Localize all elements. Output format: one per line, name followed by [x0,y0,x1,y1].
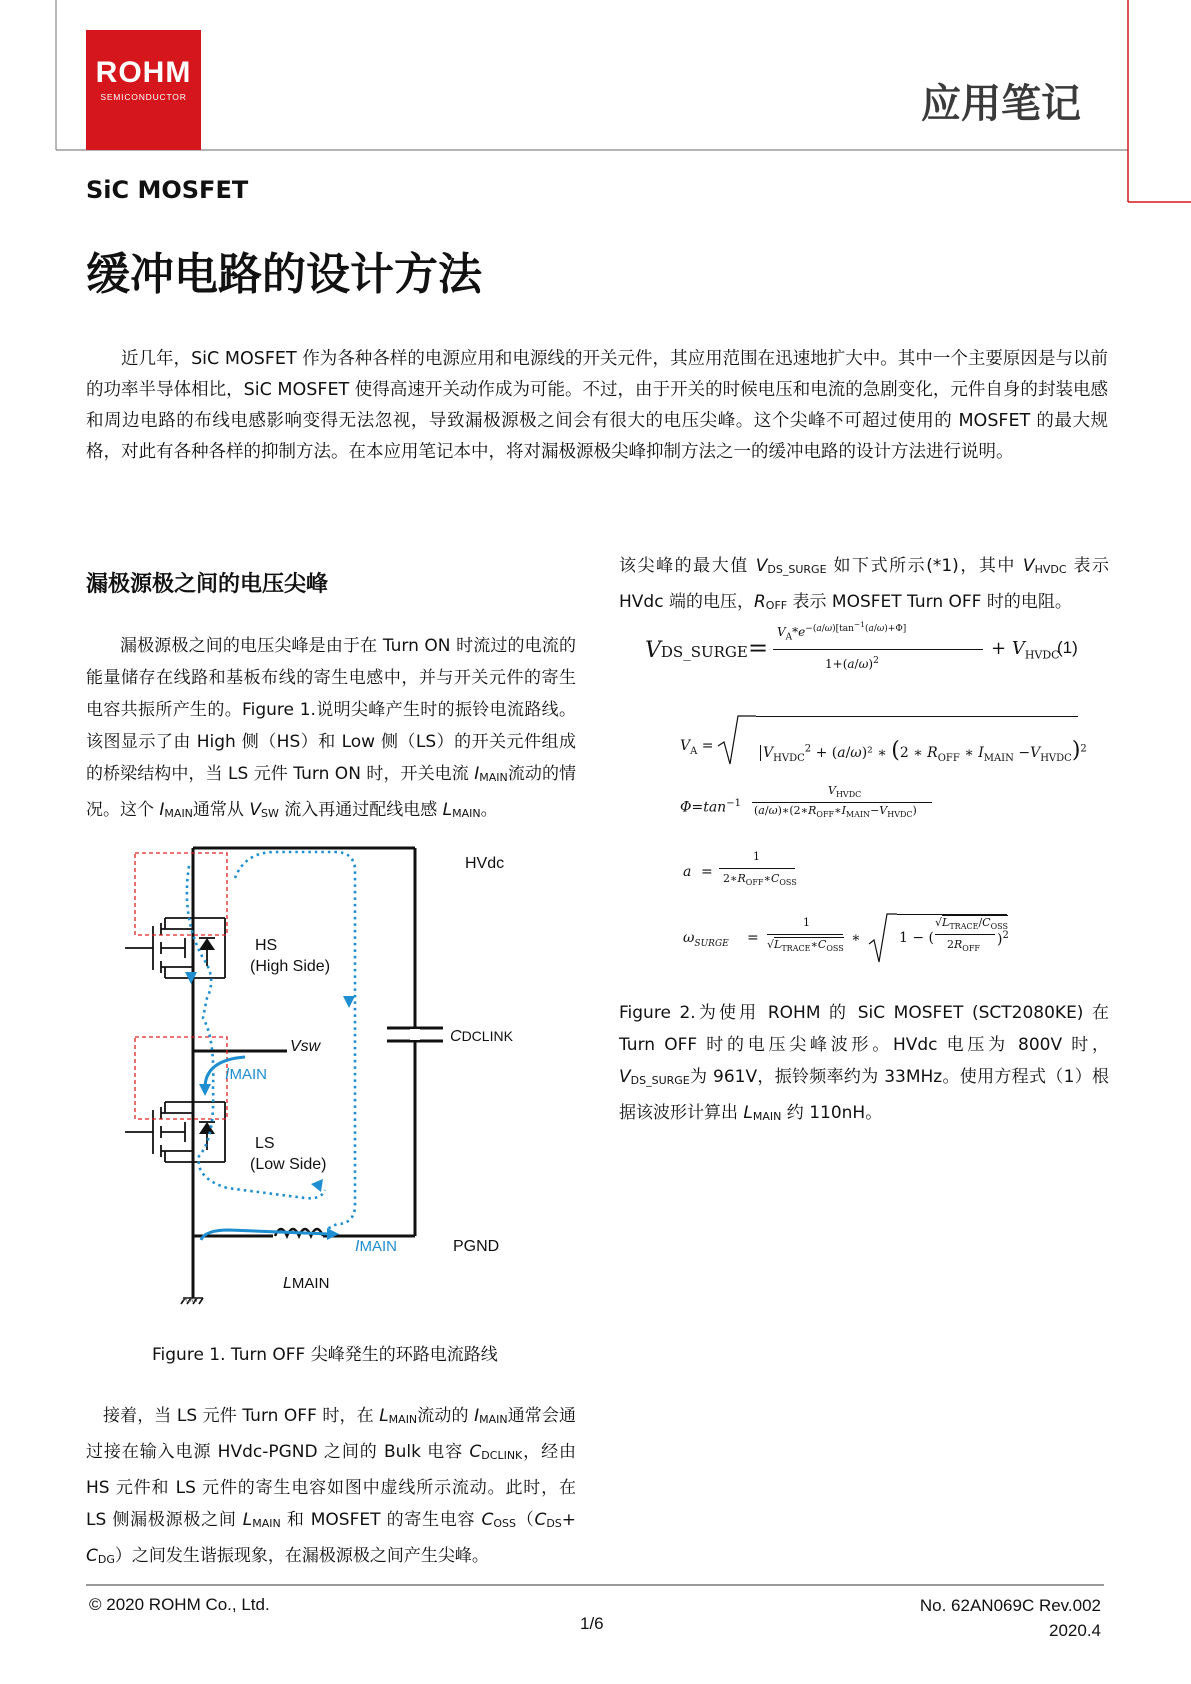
p1-i1: I [474,764,480,784]
p2-i3: C [469,1442,482,1462]
p2-text6: （ [515,1510,535,1530]
eq-lhs-v: V [645,638,661,663]
rp2-text2: 为 961V，振铃频率约为 33MHz。使用方程式（1）根据该波形计算出 [619,1067,1109,1123]
lmain-sub: MAIN [291,1275,330,1292]
section-paragraph-1 [86,630,576,830]
phi-numerator: $V_{HVDC}$ [828,784,862,800]
p1-i3: V [249,800,261,820]
fig1-label-cdclink [450,1028,513,1046]
omega-inner-bar [935,934,995,935]
rp2-s2: MAIN [752,1110,782,1123]
omega-fraction-bar [767,934,843,935]
p2-s7: DG [97,1553,115,1566]
p2-s5: OSS [493,1517,516,1530]
omega-one-minus: 1 − ( [899,930,934,946]
footer-copyright: © 2020 ROHM Co., Ltd. [89,1595,270,1614]
rp1-i3: R [753,592,766,612]
p2-i6: C [534,1510,547,1530]
fig1-label-imain-top [225,1066,267,1084]
phi-fraction-bar [752,802,932,803]
a-fraction-bar [719,868,795,869]
va-body: $V_{HVDC}^2 + (a/\omega)^2$ ∗ (2 ∗ $R_{OFF}$ ∗ $I_{MAIN} -V_{HVDC})^2$ [760,738,1087,764]
phi-label-text: Φ=tan [680,799,727,816]
p2-s2: MAIN [479,1413,508,1426]
omega-label-w: ω [683,930,695,946]
rp1-text1: 该尖峰的最大值 [619,556,756,576]
equation-va [680,712,1110,772]
eq-denominator: $1+(a/\omega)^2$ [825,656,879,671]
a-equals: = [701,864,713,880]
rp1-text2: 如下式所示(*1)，其中 [826,556,1023,576]
va-label: $V_A$ = [680,738,714,757]
eq-lhs-sub: DS_SURGE [660,643,748,661]
page-title: 缓冲电路的设计方法 [86,249,482,300]
rp2-i2: L [743,1103,753,1123]
equation-a [683,850,883,900]
p2-text8: ）之间发生谐振现象，在漏极源极之间产生尖峰。 [114,1546,489,1566]
omega-close: )$^2$ [997,930,1009,948]
p1-text5: 。 [480,800,498,820]
rp1-text3: 表示 HVdc 端的电压， [619,556,1110,612]
p2-i5: C [481,1510,494,1530]
equation-omega [683,910,1103,970]
p2-text5: 和 MOSFET 的寄生电容 [280,1510,482,1530]
equation-phi [680,782,1110,832]
fig1-label-pgnd: PGND [453,1238,500,1255]
fig1-label-lmain [283,1275,329,1293]
section-paragraph-2 [86,1400,576,1576]
rp2-text3: 约 110nH。 [781,1103,883,1123]
p1-s4: MAIN [452,807,481,820]
right-paragraph-2 [619,997,1109,1133]
p1-s1: MAIN [479,771,508,784]
p1-i2: I [159,800,165,820]
eq-equals: = [748,634,769,662]
right-paragraph-1 [619,550,1109,622]
omega-label [683,930,729,949]
p1-i4: L [442,800,453,820]
cdclink-c: C [450,1028,462,1045]
omega-equals: = [747,930,759,946]
p2-text2: 流动的 [417,1406,475,1426]
p2-i1: L [379,1406,389,1426]
p2-text3: 通常会通过接在输入电源 HVdc-PGND 之间的 Bulk 电容 [86,1406,577,1462]
imain-top-sub: MAIN [229,1066,267,1083]
fig1-label-ls: LS [255,1135,275,1152]
fig1-label-hs: HS [255,937,278,954]
a-denominator: $2∗R_{OFF}∗C_{OSS}$ [723,872,797,888]
p2-text4: ，经由 HS 元件和 LS 元件的寄生电容如图中虚线所示流动。此时，在 LS 侧漏极源极之间 [86,1442,576,1530]
rp2-s1: DS_SURGE [630,1074,690,1087]
p1-s2: MAIN [164,807,193,820]
fig1-label-imain-bottom [355,1238,397,1256]
omega-numerator: 1 [803,916,810,929]
fig1-label-ls-desc: (Low Side) [250,1156,327,1173]
p2-text7: + [561,1510,577,1530]
p2-text1: 接着，当 LS 元件 Turn OFF 时，在 [103,1406,380,1426]
footer-doc-number: No. 62AN069C Rev.002 [919,1596,1101,1615]
intro-paragraph: 近几年，SiC MOSFET 作为各种各样的电源应用和电源线的开关元件，其应用范围在迅速地扩大中。其中一个主要原因是与以前的功率半导体相比，SiC MOSFET 使得高速开关动作成为可能。不过，由于开关的时候电压和电流的急剧变化，元件自身的封装电感和周边电路的布线电感影响变得无法忽视，导致漏极源极之间会有很大的电压尖峰。这个尖峰不可超过使用的 MOSFET 的最大规格，对此有各种各样的抑制方法。在本应用笔记本中，将对漏极源极尖峰抑制方法之一的缓冲电路的设计方法进行说明。 [86,349,1108,462]
omega-label-sub: SURGE [694,938,729,949]
omega-denominator: $√L_{TRACE}∗C_{OSS}$ [767,938,844,954]
fig1-label-hs-desc: (High Side) [250,958,331,975]
vsw-text: Vsw [290,1038,321,1055]
imain-top-i: I [225,1066,230,1083]
p2-i2: I [474,1406,480,1426]
a-label: a [683,864,692,880]
fig1-label-hvdc: HVdc [465,855,505,872]
rp1-s2: HVDC [1034,563,1067,576]
eq-plus-vhvdc: + $V_{HVDC}$ [991,638,1060,662]
rp1-s1: DS_SURGE [767,563,827,576]
p1-text3: 通常从 [192,800,250,820]
rp2-text1: Figure 2.为使用 ROHM 的 SiC MOSFET (SCT2080KE) 在 Turn OFF 时的电压尖峰波形。HVdc 电压为 800V 时， [619,1003,1109,1055]
eq-lhs [645,638,748,663]
lmain-l: L [283,1275,292,1292]
rp2-i1: V [619,1067,631,1087]
p1-text2: 流动的情况。这个 [86,764,577,820]
fig1-label-gnd-small: PGND [183,1298,198,1304]
rohm-logo [86,30,201,150]
omega-sqrt-sign [867,910,897,970]
imain-bottom-i: I [355,1238,360,1255]
rp1-s3: OFF [765,599,788,612]
p2-i7: C [86,1546,98,1566]
logo-text: ROHM [95,56,192,89]
subject: SiC MOSFET [86,176,249,204]
eq-numerator: $V_A*e^{-(a/\omega)[tan^{-1}(a/\omega)+\Phi]}$ [777,620,907,643]
doc-type: 应用笔记 [921,81,1081,127]
omega-inner-denominator: $2R_{OFF}$ [947,938,980,954]
p2-i4: L [242,1510,253,1530]
va-sqrt-bar [756,716,1078,717]
va-sqrt-sign [716,712,756,772]
p2-s4: MAIN [252,1517,281,1530]
phi-label: $\Phi=\tan^{-1}$ [680,798,741,816]
p1-text4: 流入再通过配线电感 [278,800,443,820]
footer-date: 2020.4 [1049,1621,1101,1640]
fig1-label-vsw [290,1038,320,1056]
p1-s3: SW [260,807,279,820]
p2-s3: DCLINK [481,1449,523,1462]
a-numerator: 1 [753,850,760,863]
imain-bottom-sub: MAIN [359,1238,397,1255]
footer-page-number: 1/6 [580,1614,604,1633]
omega-times: ∗ [851,930,861,946]
logo-subtext: SEMICONDUCTOR [100,92,187,102]
p1-text1: 漏极源极之间的电压尖峰是由于在 Turn ON 时流过的电流的能量储存在线路和基板布线的寄生电感中，并与开关元件的寄生电容共振所产生的。Figure 1.说明尖峰产生时的振铃电流路线。该图显示了由 High 侧（HS）和 Low 侧（LS）的开关元件组成的桥梁结构中，当 LS 元件 Turn ON 时，开关电流 [86,636,576,784]
eq-number: (1) [1057,638,1078,657]
rp1-i1: V [755,556,768,576]
figure1-caption: Figure 1. Turn OFF 尖峰発生的环路电流路线 [152,1345,498,1365]
cdclink-sub: DCLINK [461,1028,513,1044]
rp1-text4: 表示 MOSFET Turn OFF 时的电阻。 [787,592,1072,612]
eq-fraction-bar [773,649,983,650]
rp1-i2: V [1022,556,1035,576]
p2-s6: DS [546,1517,562,1530]
p2-s1: MAIN [388,1413,418,1426]
omega-inner-numerator: $√L_{TRACE}/C_{OSS}$ [935,916,1008,932]
equation-1 [645,620,1115,680]
section-heading: 漏极源极之间的电压尖峰 [86,572,329,597]
phi-denominator: $(a/\omega)∗(2∗R_{OFF}∗I_{MAIN}-V_{HVDC})$ [754,804,917,820]
